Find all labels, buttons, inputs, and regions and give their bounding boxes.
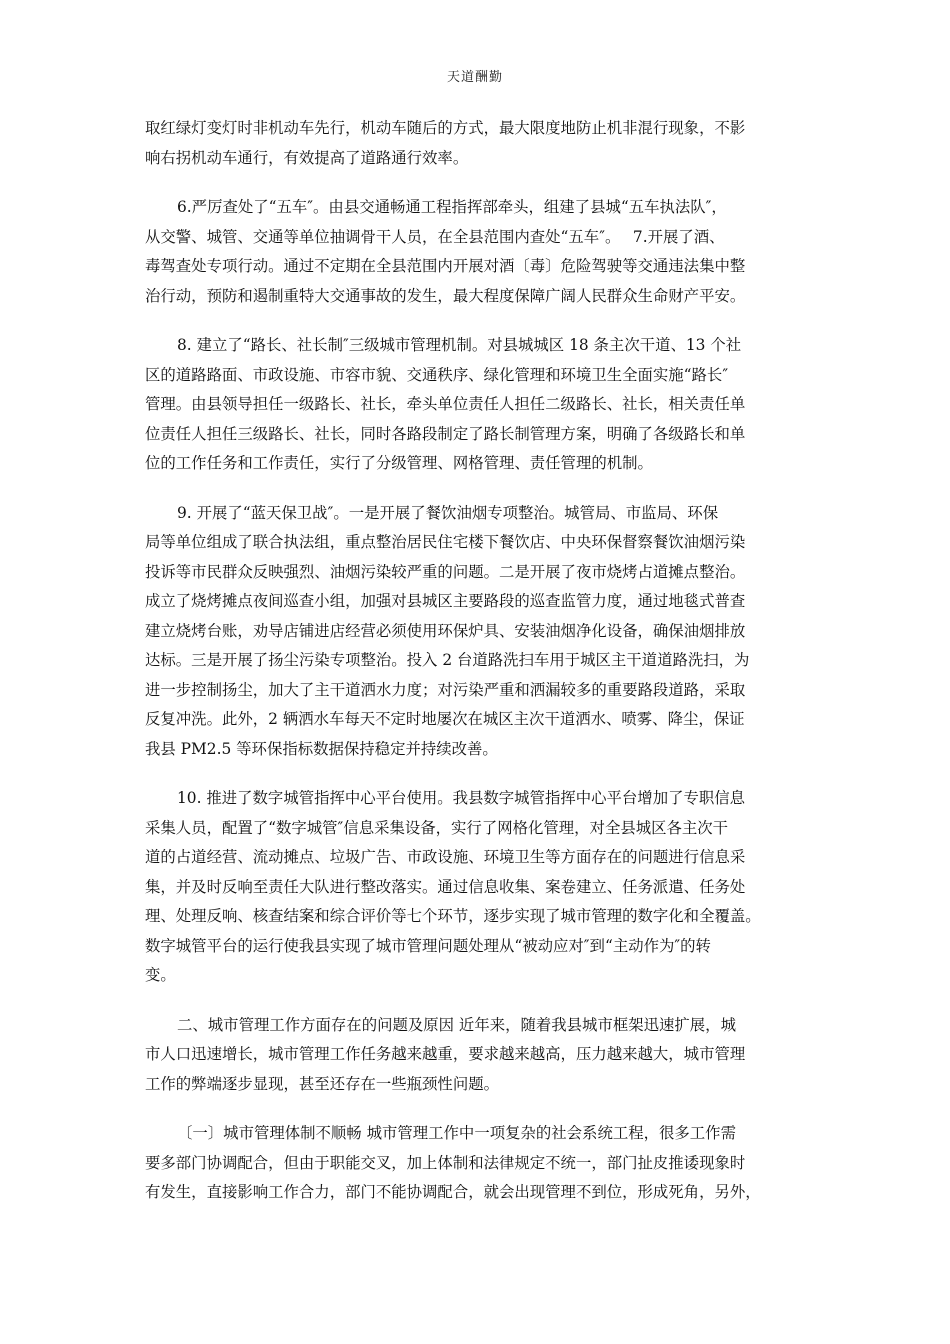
page-header: 天道酬勤 [446,70,503,85]
document-body [145,114,805,1208]
text-line: 投诉等市民群众反映强烈、油烟污染较严重的问题。二是开展了夜市烧烤占道摊点整治。 [145,562,746,581]
text-line: 要多部门协调配合，但由于职能交叉，加上体制和法律规定不统一，部门扯皮推诿现象时 [145,1153,746,1172]
text-line: 理、处理反响、核查结案和综合评价等七个环节，逐步实现了城市管理的数字化和全覆盖。 [145,907,761,925]
text-line: 集，并及时反响至责任大队进行整改落实。通过信息收集、案卷建立、任务派遣、任务处 [145,877,746,896]
text-line: 有发生，直接影响工作合力，部门不能协调配合，就会出现管理不到位，形成死角，另外， [145,1183,761,1201]
text-line: 响右拐机动车通行，有效提高了道路通行效率。 [145,148,469,167]
text-line: 建立烧烤台账，劝导店铺进店经营必须使用环保炉具、安装油烟净化设备，确保油烟排放 [145,621,746,640]
text-line: 10. 推进了数字城管指挥中心平台使用。我县数字城管指挥中心平台增加了专职信息 [177,789,746,807]
text-line: 毒驾查处专项行动。通过不定期在全县范围内开展对酒〔毒〕危险驾驶等交通违法集中整 [145,257,746,275]
text-line: 9. 开展了“蓝天保卫战″。一是开展了餐饮油烟专项整治。城管局、市监局、环保 [177,503,719,522]
text-line: 位责任人担任三级路长、社长，同时各路段制定了路长制管理方案，明确了各级路长和单 [145,424,746,443]
paragraph [145,114,805,173]
text-line: 治行动，预防和遏制重特大交通事故的发生，最大程度保障广阔人民群众生命财产平安。 [145,286,746,305]
text-line: 局等单位组成了联合执法组，重点整治居民住宅楼下餐饮店、中央环保督察餐饮油烟污染 [145,533,746,551]
paragraph [145,331,805,479]
paragraph [145,1011,805,1100]
text-line: 位的工作任务和工作责任，实行了分级管理、网格管理、责任管理的机制。 [145,454,653,472]
text-line: 二、城市管理工作方面存在的问题及原因 近年来，随着我县城市框架迅速扩展，城 [177,1015,736,1034]
text-line: 工作的弊端逐步显现，甚至还存在一些瓶颈性问题。 [145,1074,499,1093]
text-line: 区的道路路面、市政设施、市容市貌、交通秩序、绿化管理和环境卫生全面实施“路长″ [145,365,729,384]
paragraph [145,193,805,311]
text-line: 变。 [145,966,176,984]
text-line: 道的占道经营、流动摊点、垃圾广告、市政设施、环境卫生等方面存在的问题进行信息采 [145,848,746,866]
text-line: 我县 PM2.5 等环保指标数据保持稳定并持续改善。 [145,739,498,758]
text-line: 管理。由县领导担任一级路长、社长，牵头单位责任人担任二级路长、社长，相关责任单 [145,395,746,413]
paragraph [145,784,805,991]
paragraph [145,1119,805,1208]
text-line: 达标。三是开展了扬尘污染专项整治。投入 2 台道路洗扫车用于城区主干道道路洗扫，为 [145,651,750,669]
text-line: 6.严厉查处了“五车″。由县交通畅通工程指挥部牵头，组建了县城“五车执法队″， [177,198,727,216]
text-line: 进一步控制扬尘，加大了主干道洒水力度；对污染严重和洒漏较多的重要路段道路，采取 [145,680,746,699]
text-line: 〔一〕城市管理体制不顺畅 城市管理工作中一项复杂的社会系统工程，很多工作需 [177,1124,736,1142]
text-line: 市人口迅速增长，城市管理工作任务越来越重，要求越来越高，压力越来越大，城市管理 [145,1045,746,1063]
text-line: 从交警、城管、交通等单位抽调骨干人员，在全县范围内查处“五车″。 7.开展了酒、 [145,227,725,246]
text-line: 取红绿灯变灯时非机动车先行，机动车随后的方式，最大限度地防止机非混行现象，不影 [145,119,746,137]
text-line: 反复冲洗。此外，2 辆洒水车每天不定时地屡次在城区主次干道洒水、喷雾、降尘，保证 [145,710,745,728]
paragraph [145,499,805,765]
text-line: 数字城管平台的运行使我县实现了城市管理问题处理从“被动应对″到“主动作为″的转 [145,936,711,955]
text-line: 8. 建立了“路长、社长制″三级城市管理机制。对县城城区 18 条主次干道、13 个社 [177,336,742,354]
text-line: 采集人员，配置了“数字城管″信息采集设备，实行了网格化管理，对全县城区各主次干 [145,818,729,837]
text-line: 成立了烧烤摊点夜间巡查小组，加强对县城区主要路段的巡查监管力度，通过地毯式普查 [145,592,746,610]
